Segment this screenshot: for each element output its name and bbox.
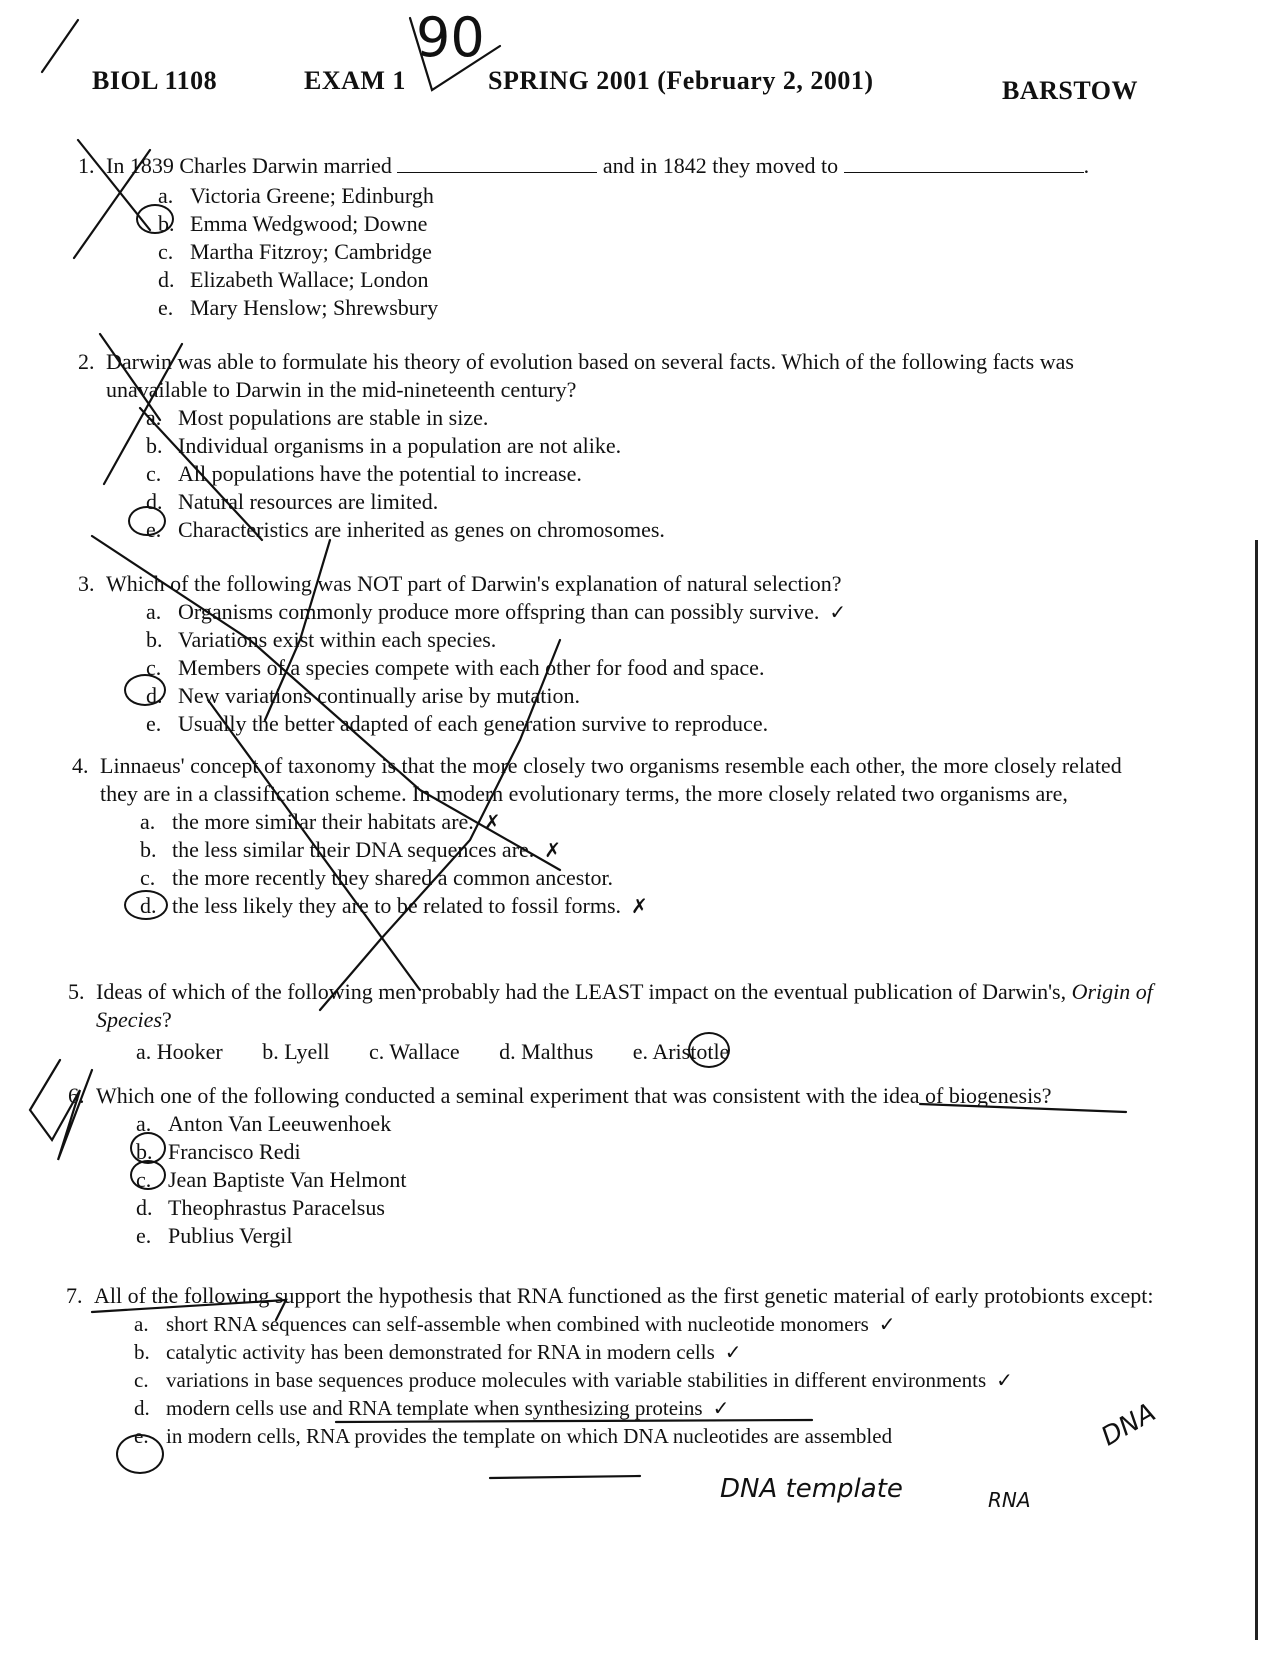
question-number: 3. <box>78 571 95 596</box>
option[interactable] <box>146 598 1166 626</box>
option-label: c. <box>134 1368 149 1392</box>
option-label: c. <box>136 1167 152 1192</box>
option-label: c. <box>146 655 162 680</box>
check-mark-icon: ✓ <box>724 1340 742 1364</box>
option-label: e. <box>146 517 162 542</box>
handwritten-note-dna-template: DNA template <box>720 1474 903 1504</box>
option-text: Anton Van Leeuwenhoek <box>168 1111 392 1136</box>
option[interactable] <box>136 1038 223 1066</box>
answer-circle-q2-e <box>128 506 166 536</box>
option-label: a. <box>146 405 162 430</box>
option[interactable] <box>136 1166 1176 1194</box>
exam-title: EXAM 1 <box>304 66 406 95</box>
option-label: b. <box>134 1340 150 1364</box>
option[interactable] <box>140 864 1160 892</box>
option-text: Members of a species compete with each other for food and space. <box>178 655 765 680</box>
option-label: c. <box>140 865 156 890</box>
option-text: All populations have the potential to increase. <box>178 461 582 486</box>
option-text: Aristotle <box>652 1039 730 1064</box>
q6-scribble-stroke <box>30 1060 92 1160</box>
check-mark-icon: ✓ <box>712 1396 730 1420</box>
handwritten-score: 90 <box>416 6 485 69</box>
stem-end: ? <box>161 1007 172 1032</box>
option-label: d. <box>158 267 175 292</box>
question-4 <box>72 752 1160 920</box>
answer-circle-q6-c <box>130 1160 166 1190</box>
option[interactable] <box>499 1038 593 1066</box>
option[interactable] <box>158 238 1186 266</box>
option[interactable] <box>146 710 1166 738</box>
x-mark-icon: ✗ <box>631 894 648 918</box>
question-stem: Which of the following was NOT part of Darwin's explanation of natural selection? <box>106 571 842 596</box>
option-text: in modern cells, RNA provides the template on which DNA nucleotides are assembled <box>166 1424 893 1448</box>
check-mark-icon: ✓ <box>996 1368 1013 1392</box>
option-label: b. <box>136 1139 153 1164</box>
option-text: New variations continually arise by mutation. <box>178 683 581 708</box>
option-text: short RNA sequences can self-assemble when combined with nucleotide monomers <box>166 1312 869 1336</box>
answer-circle-q5-e <box>688 1032 730 1068</box>
option[interactable] <box>158 182 1186 210</box>
option-text: Variations exist within each species. <box>178 627 497 652</box>
option[interactable] <box>146 516 1166 544</box>
check-mark-icon: ✓ <box>878 1312 896 1336</box>
option-label: a. <box>136 1039 152 1064</box>
page-edge-line <box>1255 540 1258 1640</box>
option[interactable] <box>262 1038 329 1066</box>
option[interactable] <box>136 1194 1176 1222</box>
option[interactable] <box>158 294 1186 322</box>
option-text: Publius Vergil <box>168 1223 293 1248</box>
option-text: the less similar their DNA sequences are. <box>172 837 535 862</box>
option-label: b. <box>146 627 163 652</box>
option-text: Lyell <box>284 1039 330 1064</box>
option-text: Usually the better adapted of each generation survive to reproduce. <box>178 711 769 736</box>
option-text: the more recently they shared a common ancestor. <box>172 865 614 890</box>
answer-circle-q4-c <box>124 890 168 920</box>
option[interactable] <box>134 1394 1184 1422</box>
option[interactable] <box>140 836 1160 864</box>
option-text: Organisms commonly produce more offspring than can possibly survive. <box>178 599 820 624</box>
option-text: Victoria Greene; Edinburgh <box>190 183 434 208</box>
option-text: modern cells use and RNA template when synthesizing proteins <box>166 1396 703 1420</box>
option-label: b. <box>140 837 157 862</box>
option[interactable] <box>146 460 1166 488</box>
question-5 <box>68 978 1156 1066</box>
course-code: BIOL 1108 <box>92 66 218 95</box>
option-label: b. <box>158 211 175 236</box>
question-1 <box>78 152 1186 322</box>
x-mark-icon: ✗ <box>544 838 562 862</box>
option[interactable] <box>134 1310 1184 1338</box>
option-text: Individual organisms in a population are not alike. <box>178 433 622 458</box>
option[interactable] <box>146 404 1166 432</box>
answer-blank <box>844 172 1084 173</box>
option[interactable] <box>146 488 1166 516</box>
question-3 <box>78 570 1166 738</box>
question-number: 2. <box>78 349 95 374</box>
instructor-name: BARSTOW <box>1002 76 1138 105</box>
option[interactable] <box>136 1110 1176 1138</box>
q7e-underline-stroke <box>490 1476 640 1478</box>
option-label: b. <box>262 1039 279 1064</box>
answer-circle-q7-e <box>116 1434 164 1474</box>
option-text: Hooker <box>156 1039 223 1064</box>
option-text: Most populations are stable in size. <box>178 405 489 430</box>
question-2 <box>78 348 1166 544</box>
question-stem: All of the following support the hypothesis that RNA functioned as the first genetic material of early protobionts except: <box>94 1283 1154 1308</box>
option-label: e. <box>632 1039 649 1064</box>
option-label: d. <box>136 1195 153 1220</box>
book-title: Origin of Species <box>96 979 1153 1032</box>
option[interactable] <box>158 266 1186 294</box>
option[interactable] <box>146 682 1166 710</box>
answer-circle-q3-d <box>124 674 166 706</box>
question-stem: Ideas of which of the following men probably had the LEAST impact on the eventual publication of Darwin's, <box>96 979 1072 1004</box>
option-text: Martha Fitzroy; Cambridge <box>190 239 432 264</box>
option-text: variations in base sequences produce molecules with variable stabilities in different environments <box>166 1368 987 1392</box>
option-text: Francisco Redi <box>168 1139 301 1164</box>
stem-period: . <box>1083 153 1090 178</box>
option[interactable] <box>134 1366 1184 1394</box>
option[interactable] <box>140 808 1160 836</box>
option-label: a. <box>134 1312 149 1336</box>
question-stem: In 1839 Charles Darwin married <box>106 153 392 178</box>
option-label: a. <box>158 183 174 208</box>
option-text: the more similar their habitats are. <box>172 809 474 834</box>
check-mark-icon: ✓ <box>829 600 847 624</box>
option-label: e. <box>134 1424 149 1448</box>
option-label: d. <box>140 893 157 918</box>
option[interactable] <box>140 892 1160 920</box>
question-stem: Linnaeus' concept of taxonomy is that the more closely two organisms resemble each other, the more closely related they are in a classification scheme. In modern evolutionary terms, the more closely related two organisms are, <box>100 753 1122 806</box>
option-text: Elizabeth Wallace; London <box>190 267 429 292</box>
exam-term-date: SPRING 2001 (February 2, 2001) <box>488 66 874 95</box>
option-label: c. <box>146 461 162 486</box>
option[interactable] <box>134 1422 1184 1450</box>
question-number: 6. <box>68 1083 85 1108</box>
option[interactable] <box>146 432 1166 460</box>
option-label: c. <box>368 1039 385 1064</box>
question-number: 4. <box>72 753 89 778</box>
option-label: d. <box>499 1039 516 1064</box>
answer-circle-q1-b <box>136 204 174 234</box>
option-label: a. <box>136 1111 152 1136</box>
answer-blank <box>397 172 597 173</box>
x-mark-icon: ✗ <box>483 810 501 834</box>
option[interactable] <box>158 210 1186 238</box>
option-text: the less likely they are to be related to fossil forms. <box>172 893 622 918</box>
question-number: 7. <box>66 1283 83 1308</box>
question-7 <box>66 1282 1184 1450</box>
inline-options <box>136 1038 1156 1066</box>
option-label: d. <box>134 1396 150 1420</box>
option[interactable] <box>146 626 1166 654</box>
option-text: catalytic activity has been demonstrated for RNA in modern cells <box>166 1340 715 1364</box>
question-stem-cont: and in 1842 they moved to <box>602 153 839 178</box>
option[interactable] <box>134 1338 1184 1366</box>
option-text: Emma Wedgwood; Downe <box>190 211 428 236</box>
option[interactable] <box>136 1138 1176 1166</box>
option-text: Characteristics are inherited as genes on chromosomes. <box>178 517 665 542</box>
option-text: Theophrastus Paracelsus <box>168 1195 385 1220</box>
question-stem: Which one of the following conducted a seminal experiment that was consistent with the idea of biogenesis? <box>96 1083 1052 1108</box>
option[interactable] <box>146 654 1166 682</box>
option-label: c. <box>158 239 174 264</box>
option-label: e. <box>158 295 174 320</box>
option-text: Wallace <box>389 1039 460 1064</box>
option-label: a. <box>140 809 156 834</box>
option-label: b. <box>146 433 163 458</box>
option-text: Malthus <box>521 1039 594 1064</box>
option[interactable] <box>369 1038 460 1066</box>
handwritten-note-rna: RNA <box>988 1488 1031 1512</box>
option[interactable] <box>136 1222 1176 1250</box>
option-label: a. <box>146 599 162 624</box>
option-label: e. <box>136 1223 152 1248</box>
question-6 <box>68 1082 1176 1250</box>
question-number: 5. <box>68 979 85 1004</box>
grader-slash-stroke <box>42 20 78 72</box>
option-text: Natural resources are limited. <box>178 489 439 514</box>
option-label: d. <box>146 683 163 708</box>
option-label: e. <box>146 711 162 736</box>
question-stem: Darwin was able to formulate his theory of evolution based on several facts. Which of the following facts was unavailable to Darwin in the mid-nineteenth century? <box>106 349 1074 402</box>
option-label: d. <box>146 489 163 514</box>
question-number: 1. <box>78 153 95 178</box>
option-text: Jean Baptiste Van Helmont <box>168 1167 407 1192</box>
option-text: Mary Henslow; Shrewsbury <box>190 295 439 320</box>
handwritten-note-dna: DNA <box>1096 1397 1161 1453</box>
